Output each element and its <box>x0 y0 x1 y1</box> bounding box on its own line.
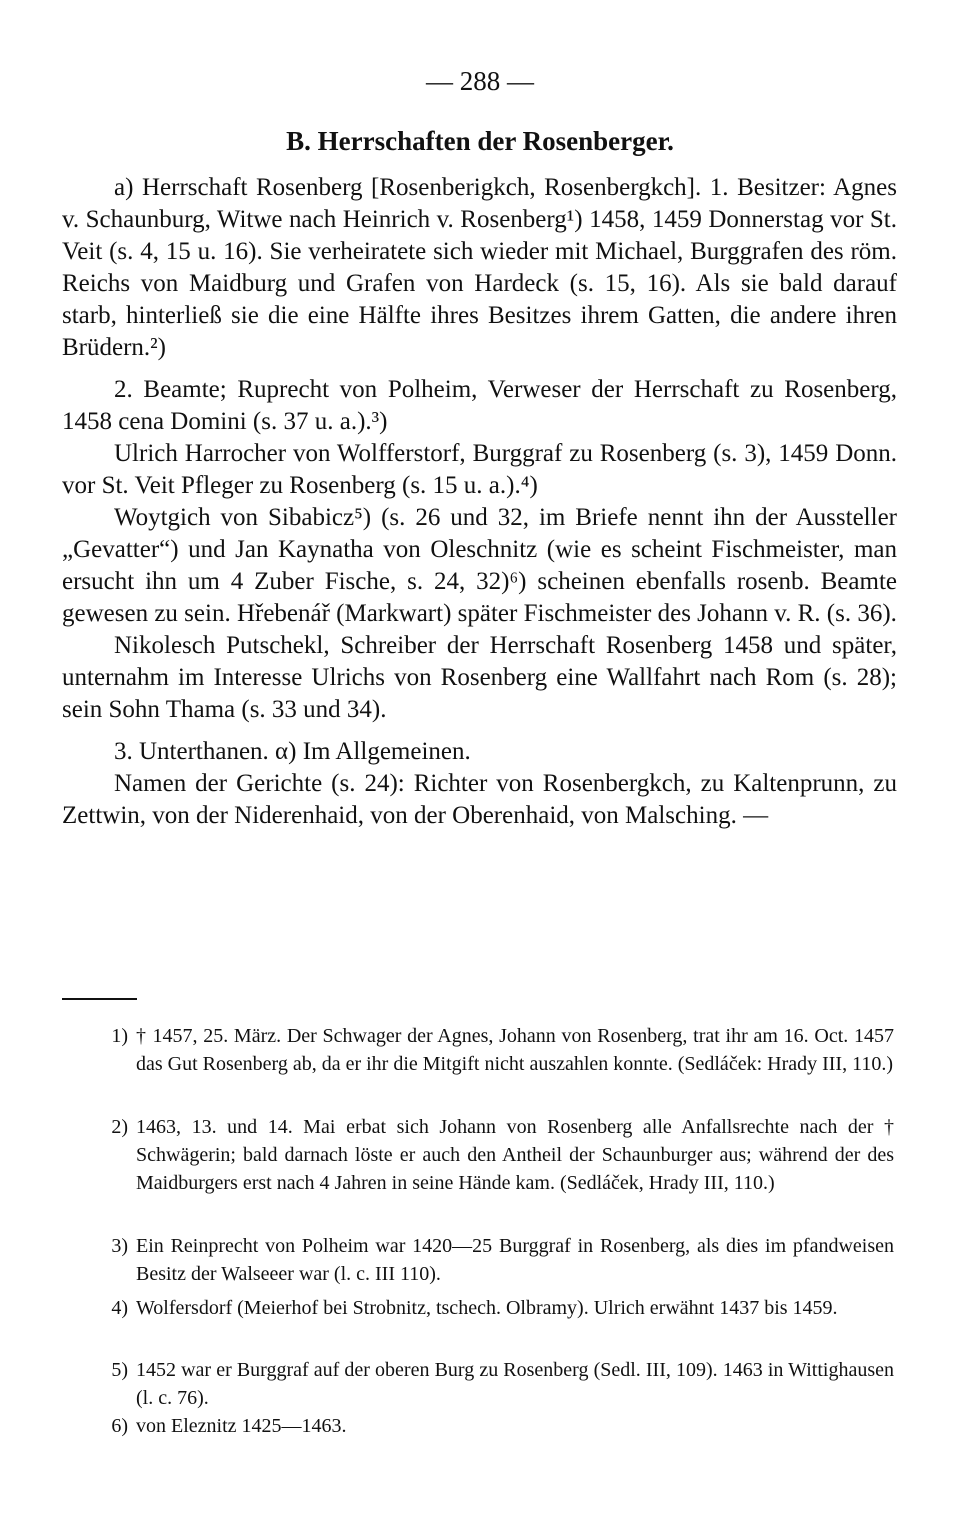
footnote-4 <box>102 1294 894 1322</box>
footnote-5 <box>102 1356 894 1412</box>
section-heading: B. Herrschaften der Rosenberger. <box>286 126 674 156</box>
footnote-divider <box>62 998 137 1000</box>
main-text <box>62 172 897 832</box>
footnote-1 <box>102 1022 894 1078</box>
footnote-number: 3) <box>111 1235 128 1257</box>
footnote-text: Wolfersdorf (Meierhof bei Strobnitz, tschech. Olbramy). Ulrich erwähnt 1437 bis 1459. <box>136 1297 838 1319</box>
paragraph-nikolesch: Nikolesch Putschekl, Schreiber der Herrschaft Rosenberg 1458 und später, unternahm im Interesse Ulrichs von Rosenberg eine Wallfahrt nach Rom (s. 28); sein Sohn Thama (s. 33 und 34). <box>62 632 897 723</box>
footnote-6 <box>102 1412 894 1440</box>
paragraph-herrschaft-rosenberg: a) Herrschaft Rosenberg [Rosenberigkch, Rosenbergkch]. 1. Besitzer: Agnes v. Schaunburg, Witwe nach Heinrich v. Rosenberg¹) 1458, 1459 Donnerstag vor St. Veit (s. 4, 15 u. 16). Sie verheiratete sich wieder mit Michael, Burggrafen des röm. Reichs von Maidburg und Grafen von Hardeck (s. 15, 16). Als sie bald darauf starb, hinterließ sie die eine Hälfte ihres Besitzes ihrem Gatten, die andere ihren Brüdern.²) <box>62 174 897 361</box>
paragraph-unterthanen: 3. Unterthanen. α) Im Allgemeinen. <box>114 738 471 765</box>
paragraph-woytgich: Woytgich von Sibabicz⁵) (s. 26 und 32, im Briefe nennt ihn der Aussteller „Gevatter“) und Jan Kaynatha von Oleschnitz (wie es scheint Fischmeister, man ersucht ihn um 4 Zuber Fische, s. 24, 32)⁶) scheinen ebenfalls rosenb. Beamte gewesen zu sein. Hřebenář (Markwart) später Fischmeister des Johann v. R. (s. 36). <box>62 504 897 627</box>
footnote-number: 6) <box>111 1415 128 1437</box>
paragraph-gerichte: Namen der Gerichte (s. 24): Richter von Rosenbergkch, zu Kaltenprunn, zu Zettwin, von der Niderenhaid, von der Oberenhaid, von Malsching. — <box>62 770 897 829</box>
footnote-number: 5) <box>111 1359 128 1381</box>
page-number: — 288 — <box>426 66 534 96</box>
footnote-text: 1463, 13. und 14. Mai erbat sich Johann von Rosenberg alle Anfallsrechte nach der † Schwägerin; bald darnach löste er auch den Antheil der Schaunburger aus; während der des Maidburgers erst nach 4 Jahren in seine Hände kam. (Sedláček, Hrady III, 110.) <box>136 1116 894 1194</box>
footnote-text: Ein Reinprecht von Polheim war 1420—25 Burggraf in Rosenberg, als dies im pfandweisen Besitz der Walseeer war (l. c. III 110). <box>136 1235 894 1285</box>
footnote-text: von Eleznitz 1425—1463. <box>136 1415 347 1437</box>
paragraph-beamte: 2. Beamte; Ruprecht von Polheim, Verweser der Herrschaft zu Rosenberg, 1458 cena Domini (s. 37 u. a.).³) <box>62 376 897 435</box>
footnote-number: 4) <box>111 1297 128 1319</box>
footnote-text: † 1457, 25. März. Der Schwager der Agnes, Johann von Rosenberg, trat ihr am 16. Oct. 1457 das Gut Rosenberg ab, da er ihr die Mitgift nicht auszahlen konnte. (Sedláček: Hrady III, 110.) <box>136 1025 894 1075</box>
paragraph-ulrich-harrocher: Ulrich Harrocher von Wolfferstorf, Burggraf zu Rosenberg (s. 3), 1459 Donn. vor St. Veit Pfleger zu Rosenberg (s. 15 u. a.).⁴) <box>62 440 897 499</box>
footnote-number: 2) <box>111 1116 128 1138</box>
footnote-number: 1) <box>111 1025 128 1047</box>
footnote-2 <box>102 1113 894 1197</box>
footnote-3 <box>102 1232 894 1288</box>
footnote-text: 1452 war er Burggraf auf der oberen Burg zu Rosenberg (Sedl. III, 109). 1463 in Wittighausen (l. c. 76). <box>136 1359 894 1409</box>
